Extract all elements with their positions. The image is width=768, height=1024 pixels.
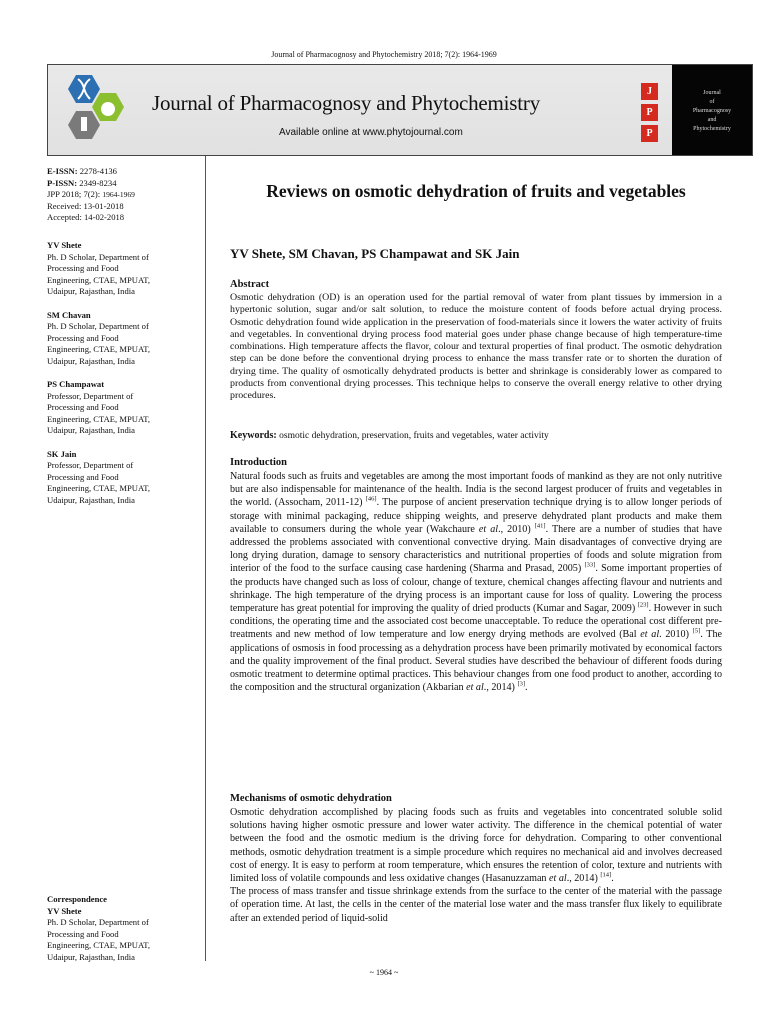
affiliation-line: Udaipur, Rajasthan, India — [47, 355, 135, 366]
box-line: Phytochemistry — [693, 126, 731, 132]
et-al: et al — [640, 629, 660, 641]
paper-authors: YV Shete, SM Chavan, PS Champawat and SK Jain — [230, 246, 520, 261]
affiliation-item — [47, 240, 202, 298]
journal-name-box — [672, 65, 752, 155]
affiliation-line: Processing and Food — [47, 402, 119, 412]
box-line: and — [707, 117, 717, 123]
affiliation-line: Udaipur, Rajasthan, India — [47, 425, 135, 435]
citation: [46] — [365, 496, 377, 504]
affiliation-line: Engineering, CTAE, MPUAT, — [47, 483, 150, 493]
citation: [3] — [517, 680, 526, 688]
article-metadata — [47, 166, 202, 224]
affiliation-item — [47, 449, 202, 507]
affiliation-line: Ph. D Scholar, Department of — [47, 321, 149, 331]
affiliation-line: Udaipur, Rajasthan, India — [47, 286, 135, 296]
text-run: . — [611, 873, 614, 885]
text-run: Natural foods such as fruits and vegetables are among the most important foods of mankind as they are not only nutritive but are also indispensable for maintenance of the health. India is the second largest producer of fruits and vegetables in the world. (Assocham, 2011-12) — [230, 471, 722, 509]
affiliation-item — [47, 310, 202, 368]
jpp-letter: P — [641, 104, 658, 121]
keywords-text: osmotic dehydration, preservation, fruits and vegetables, water activity — [279, 431, 549, 441]
mechanisms-section — [230, 793, 722, 925]
jpp-letter: P — [641, 125, 658, 142]
correspondence-name: YV Shete — [47, 905, 82, 916]
correspondence-line: Engineering, CTAE, MPUAT, — [47, 940, 150, 950]
running-head: Journal of Pharmacognosy and Phytochemistry 2018; 7(2): 1964-1969 — [271, 50, 497, 59]
mechanisms-heading: Mechanisms of osmotic dehydration — [230, 793, 392, 804]
sidebar-divider — [205, 156, 206, 961]
affiliation-line: Professor, Department of — [47, 460, 134, 470]
box-line: Journal — [703, 90, 721, 96]
accepted-value: 14-02-2018 — [84, 212, 125, 222]
affiliation-line: Processing and Food — [47, 332, 119, 343]
pissn-label: P-ISSN: — [47, 177, 78, 188]
correspondence-line: Ph. D Scholar, Department of — [47, 917, 149, 927]
abstract-heading: Abstract — [230, 279, 270, 290]
affiliation-line: Udaipur, Rajasthan, India — [47, 494, 135, 505]
introduction-text — [230, 470, 722, 694]
journal-logo-icon — [54, 69, 134, 151]
et-al: et al — [549, 873, 567, 885]
text-run: . The applications of osmosis in food processing as a dehydration process have been primarily motivated by economical factors and the quality improvement of the final product. Several studies have described the behaviour of different foods during osmotic treatment to determine optimal practices. This behaviour changes from one food product to another, according to the composition and the structural organization (Akbarian — [230, 629, 722, 694]
journal-title: Journal of Pharmacognosy and Phytochemistry — [152, 91, 541, 115]
jpp-letter: J — [641, 83, 658, 100]
affiliation-name: YV Shete — [47, 240, 82, 250]
mechanisms-text-continued: The process of mass transfer and tissue shrinkage extends from the surface to the center of the material with the passage of operation time. At last, the cells in the center of the material lose water and the mass transfer flux likely to equilibrate after an extended period of liquid-solid — [230, 886, 722, 924]
affiliation-line: Engineering, CTAE, MPUAT, — [47, 274, 150, 285]
text-run: . The purpose of ancient preservation technique drying is to allow longer periods of storage with minimal packaging, reduce shipping weights, and preserve dehydrated plant products and make them available to consumers during the whole year (Wakchaure — [230, 497, 722, 535]
received-label: Received: — [47, 200, 82, 211]
text-run: Osmotic dehydration accomplished by placing foods such as fruits and vegetables into concentrated soluble solid solutions having higher osmotic pressure and lower water activity. The difference in the chemical potential of water between the food and the osmotic medium is the driving force for dehydration. Comparing to other conventional methods, osmotic dehydration treatment is a simple procedure which requires no mechanical aid and involves decreased cost of energy. It is easy to perform at room temperature, which ensures the retention of color, texture and nutrients with limited loss of volatile compounds and less oxidative changes (Hasanuzzaman — [230, 807, 722, 885]
jpp-letters — [641, 83, 658, 146]
abstract-text: Osmotic dehydration (OD) is an operation used for the partial removal of water from plant tissues by immersion in a hypertonic solution, sugar and/or salt solution, to reduce the moisture content of foods before actual drying process. Osmotic dehydration found wide application in the preservation of food-materials since it lowers the water activity of fruits and vegetables. In conventional drying process food material goes under phase change because of high temperature-time combinations. High temperature affects the flavor, colour and textural properties of final product. The osmotic dehydration step can be done before the conventional drying process to enhance the mass transfer rate or to shorten the duration of drying time. The quality of osmotically dehydrated products is better and shrinkage is considerably lower as compared to products from conventional drying processes. This technique helps to conserve the overall energy relative to other drying procedures. — [230, 292, 722, 402]
affiliation-line: Professor, Department of — [47, 390, 134, 401]
affiliation-line: Engineering, CTAE, MPUAT, — [47, 413, 150, 424]
paper-title: Reviews on osmotic dehydration of fruits and vegetables — [266, 181, 686, 201]
et-al: et al — [466, 682, 484, 694]
box-line: Pharmacognosy — [692, 108, 732, 114]
et-al: et al — [478, 523, 499, 535]
text-run: . There are a number of studies that have addressed the problems associated with conventional convective drying. Main disadvantages of convective drying are long drying duration, damage to sensory characteristics and nutritional properties of foods and solute migration from interior of the food to the surface causing case hardening (Sharma and Prasad, 2005) — [230, 523, 722, 575]
affiliation-line: Engineering, CTAE, MPUAT, — [47, 344, 150, 354]
affiliation-line: Ph. D Scholar, Department of — [47, 251, 149, 262]
text-run: . Some important properties of the products have changed such as loss of colour, change of texture, chemical changes affecting flavour and nutrients and shrinkage. The high temperature of the drying process is an important cause for loss of quality. Lowering the process temperature has great potential for improving the quality of dried products (Kumar and Sagar, 2009) — [230, 563, 722, 615]
citation: [33] — [584, 562, 596, 570]
box-line: of — [709, 99, 715, 105]
journal-banner — [47, 64, 753, 156]
author-affiliations — [47, 240, 202, 518]
text-run: ., 2014) — [566, 873, 598, 885]
affiliation-line: Processing and Food — [47, 263, 119, 273]
jpp-pages: 1964-1969 — [102, 190, 135, 199]
jpp-label: JPP 2018; 7(2): — [47, 189, 101, 199]
accepted-label: Accepted: — [47, 212, 82, 222]
received-value: 13-01-2018 — [83, 200, 124, 211]
text-run: . 2010) — [659, 629, 689, 641]
correspondence-block — [47, 894, 202, 963]
introduction-section — [230, 457, 722, 694]
citation: [14] — [600, 871, 612, 879]
citation: [5] — [692, 628, 701, 636]
page-number: ~ 1964 ~ — [369, 968, 399, 977]
abstract-section — [230, 279, 722, 403]
keywords-section — [230, 430, 722, 441]
text-run: ., 2014) — [483, 682, 515, 694]
keywords-label: Keywords: — [230, 430, 277, 441]
affiliation-name: SM Chavan — [47, 309, 91, 320]
text-run: . — [525, 682, 528, 694]
eissn-value: 2278-4136 — [79, 166, 117, 176]
correspondence-heading: Correspondence — [47, 894, 107, 904]
affiliation-name: PS Champawat — [47, 379, 105, 389]
text-run: . However in such conditions, the operating time and the associated cost become unacceptable. To reduce the operational cost different pre-treatments and new method of low temperature and low energy drying methods are evolved (Bal — [230, 603, 723, 641]
citation: [23] — [637, 601, 649, 609]
text-run: ., 2010) — [498, 523, 531, 535]
journal-website[interactable]: Available online at www.phytojournal.com — [279, 127, 463, 138]
citation: [41] — [534, 522, 546, 530]
correspondence-line: Processing and Food — [47, 928, 119, 939]
mechanisms-text — [230, 806, 722, 885]
eissn-label: E-ISSN: — [47, 166, 78, 176]
affiliation-name: SK Jain — [47, 448, 77, 459]
pissn-value: 2349-8234 — [79, 177, 117, 188]
introduction-heading: Introduction — [230, 457, 287, 468]
affiliation-line: Processing and Food — [47, 471, 119, 482]
correspondence-line: Udaipur, Rajasthan, India — [47, 951, 135, 962]
affiliation-item — [47, 379, 202, 437]
